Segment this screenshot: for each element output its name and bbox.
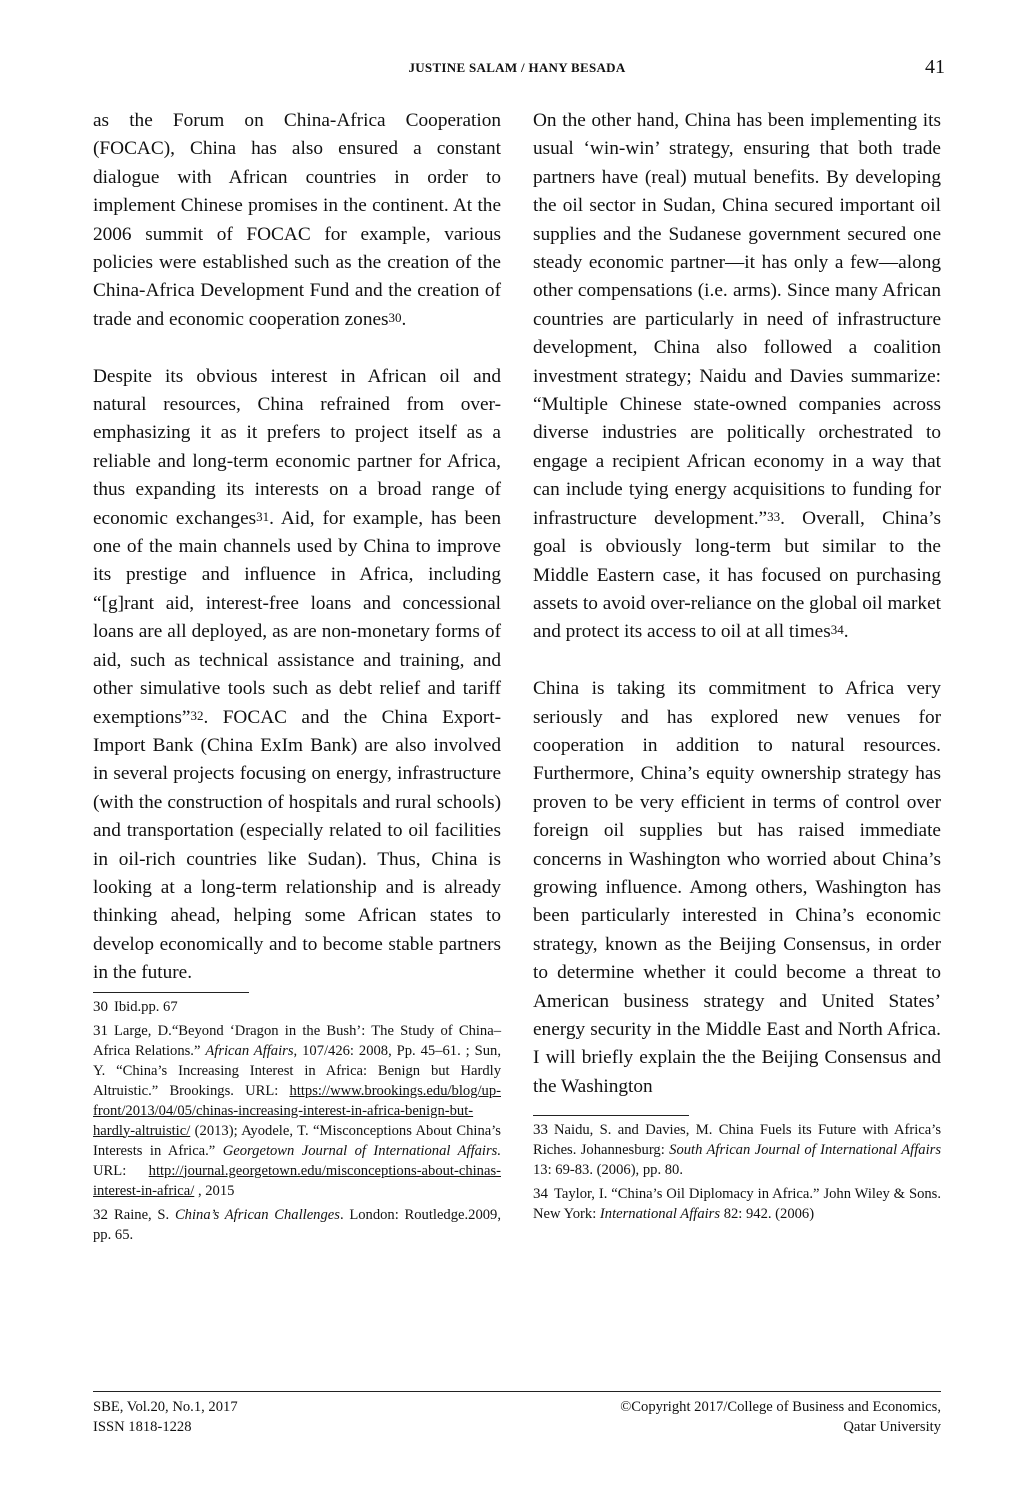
footnote-32: 32 Raine, S. China’s African Challenges. London: Routledge.2009, pp. 65. bbox=[93, 1206, 501, 1243]
paragraph: Despite its obvious interest in African oil and natural resources, China refrained from over-emphasizing it as it prefers to project itself as a reliable and long-term economic partner for Africa, thus expanding its interests on a broad range of economic exchanges$^{31}$. Aid, for example, has been one of the main channels used by China to improve its prestige and influence in Africa, including “[g]rant aid, interest-free loans and concessional loans are all deployed, as are non-monetary forms of aid, such as technical assistance and training, and other simulative tools such as debt relief and tariff exemptions”$^{32}$. FOCAC and the China Export-Import Bank (China ExIm Bank) are also involved in several projects focusing on energy, infrastructure (with the construction of hospitals and rural schools) and transportation (especially related to oil facilities in oil-rich countries like Sudan). Thus, China is looking at a long-term relationship and is already thinking ahead, helping some African states to develop economically and to become stable partners in the future. bbox=[93, 365, 501, 984]
footnote-ref[interactable]: 34 bbox=[830, 622, 844, 638]
footnote-33: 33 Naidu, S. and Davies, M. China Fuels its Future with Africa’s Riches. Johannesburg: South African Journal of International Affairs 13: 69-83. (2006), pp. 80. bbox=[533, 1122, 941, 1179]
footnote-ref[interactable]: 31 bbox=[256, 508, 270, 524]
footnote-30: 30 Ibid.pp. 67 bbox=[93, 998, 178, 1015]
paragraph: On the other hand, China has been implementing its usual ‘win-win’ strategy, ensuring that both trade partners have (real) mutual benefits. By developing the oil sector in Sudan, China secured important oil supplies and the Sudanese government secured one steady economic partner—it has only a few—along other compensations (i.e. arms). Since many African countries are particularly in need of infrastructure development, China also followed a coalition investment strategy; Naidu and Davies summarize: “Multiple Chinese state-owned companies across diverse industries are politically orchestrated to engage a recipient African economy in a way that can include tying energy acquisitions to funding for infrastructure development.”$^{33}$. Overall, China’s goal is obviously long-term but similar to the Middle Eastern case, it has focused on purchasing assets to avoid over-reliance on the global oil market and protect its access to oil at all times$^{34}$. bbox=[533, 110, 942, 643]
copyright-info bbox=[541, 1397, 941, 1437]
copyright-line: ©Copyright 2017/College of Business and Economics, bbox=[620, 1399, 941, 1415]
running-head: JUSTINE SALAM / HANY BESADA bbox=[408, 60, 626, 75]
footnote-31: 31 Large, D.“Beyond ‘Dragon in the Bush’: The Study of China–Africa Relations.” African Affairs, 107/426: 2008, Pp. 45–61. ; Sun, Y. “China’s Increasing Interest in Africa: Benign but Hardly Altruistic.” Brookings. URL: https://www.brookings.edu/blog/up-front/2013/04/05/chinas-increasing-interest-in-africa-benign-but-hardly-altruistic/ (2013); Ayodele, T. “Misconceptions About China’s Interests in Africa.” Georgetown Journal of International Affairs. URL: http://journal.georgetown.edu/misconceptions-about-chinas-interest-in-africa/ , 2015 bbox=[93, 1022, 501, 1199]
footnote-ref[interactable]: 30 bbox=[388, 309, 402, 325]
paragraph: as the Forum on China-Africa Cooperation (FOCAC), China has also ensured a constant dialogue with African countries in order to implement Chinese promises in the continent. At the 2006 summit of FOCAC for example, various policies were established such as the creation of the China-Africa Development Fund and the creation of trade and economic cooperation zones$^{30}$. bbox=[93, 110, 501, 330]
brookings-link[interactable]: https://www.brookings.edu/blog/up-front/2013/04/05/chinas-increasing-interest-in-africa-benign-but-hardly-altruistic/ bbox=[93, 1082, 501, 1139]
issn: ISSN 1818-1228 bbox=[93, 1419, 192, 1435]
georgetown-link[interactable]: http://journal.georgetown.edu/misconceptions-about-chinas-interest-in-africa/ bbox=[93, 1162, 501, 1199]
footnote-34: 34 Taylor, I. “China’s Oil Diplomacy in Africa.” John Wiley & Sons. New York: International Affairs 82: 942. (2006) bbox=[533, 1186, 941, 1223]
paragraph: China is taking its commitment to Africa very seriously and has explored new venues for cooperation in addition to natural resources. Furthermore, China’s equity ownership strategy has proven to be very efficient in terms of control over foreign oil supplies but has raised immediate concerns in Washington who worried about China’s growing influence. Among others, Washington has been particularly interested in China’s economic strategy, known as the Beijing Consensus, in order to determine whether it could become a threat to American business strategy and United States’ energy security in the Middle East and North Africa. I will briefly explain the the Beijing Consensus and the Washington bbox=[533, 678, 941, 1097]
left-column bbox=[93, 107, 501, 1249]
footnote-ref[interactable]: 32 bbox=[190, 707, 204, 723]
footnote-divider bbox=[93, 992, 249, 993]
page-number: 41 bbox=[925, 56, 945, 78]
journal-volume: SBE, Vol.20, No.1, 2017 bbox=[93, 1399, 238, 1415]
right-column bbox=[533, 107, 941, 1228]
university: Qatar University bbox=[843, 1419, 941, 1435]
footer-divider bbox=[93, 1391, 941, 1392]
footnote-divider bbox=[533, 1115, 689, 1116]
footnote-ref[interactable]: 33 bbox=[767, 508, 781, 524]
journal-info bbox=[93, 1397, 238, 1437]
